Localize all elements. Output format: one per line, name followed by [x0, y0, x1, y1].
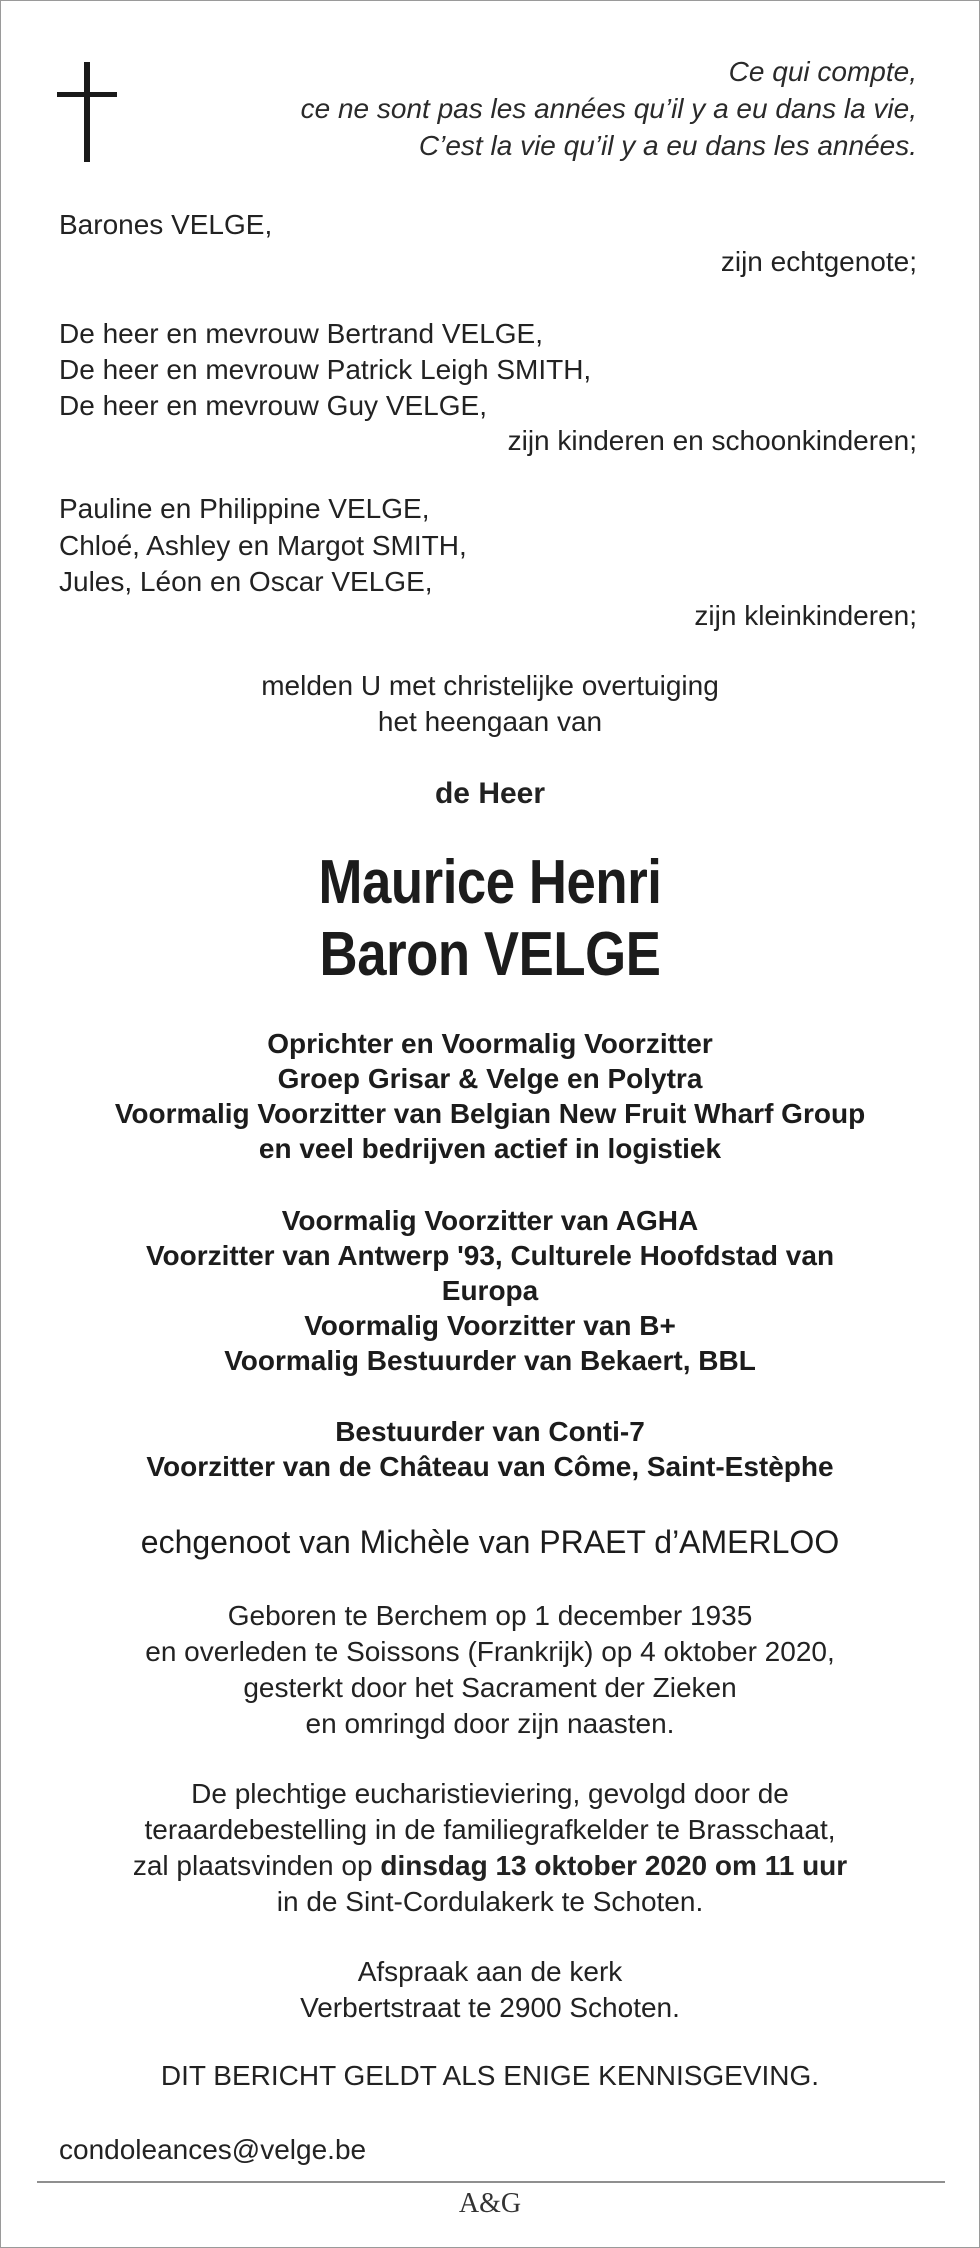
- grandchild-name: Pauline en Philippine VELGE,: [59, 493, 430, 524]
- function-line: Voormalig Voorzitter van Belgian New Fruit Wharf Group: [114, 1098, 866, 1129]
- deceased-name: [1, 847, 979, 991]
- birth-death-line: Geboren te Berchem op 1 december 1935: [227, 1600, 753, 1631]
- function-line: Voormalig Voorzitter van AGHA: [281, 1205, 699, 1236]
- opening-quote: [301, 53, 917, 164]
- birth-death-line: en overleden te Soissons (Frankrijk) op 4 oktober 2020,: [145, 1636, 835, 1667]
- ceremony-prefix: zal plaatsvinden op: [132, 1850, 381, 1881]
- announcement-line: het heengaan van: [377, 706, 603, 737]
- footer-divider: [37, 2181, 945, 2183]
- ceremony-line: [1, 1848, 979, 1884]
- ceremony-date: dinsdag 13 oktober 2020 om 11 uur: [380, 1850, 848, 1881]
- function-line: Oprichter en Voormalig Voorzitter: [267, 1028, 713, 1059]
- deceased-name-line: Maurice Henri: [318, 848, 662, 917]
- deceased-name-line: Baron VELGE: [319, 920, 661, 989]
- spouse-role: zijn echtgenote;: [720, 246, 917, 277]
- function-line: Europa: [441, 1275, 539, 1306]
- child-name: De heer en mevrouw Guy VELGE,: [59, 390, 487, 421]
- child-name: De heer en mevrouw Bertrand VELGE,: [59, 318, 544, 349]
- meeting: [1, 1954, 979, 2026]
- birth-death-line: gesterkt door het Sacrament der Zieken: [243, 1672, 737, 1703]
- meeting-line: Verbertstraat te 2900 Schoten.: [300, 1992, 680, 2023]
- ceremony-line: De plechtige eucharistieviering, gevolgd door de: [191, 1778, 789, 1809]
- notice: DIT BERICHT GELDT ALS ENIGE KENNISGEVING.: [160, 2060, 820, 2091]
- birth-death-line: en omringd door zijn naasten.: [305, 1708, 675, 1739]
- function-line: en veel bedrijven actief in logistiek: [258, 1133, 722, 1164]
- function-line: Voorzitter van Antwerp '93, Culturele Hoofdstad van: [145, 1240, 835, 1271]
- salutation: de Heer: [434, 777, 546, 810]
- announcement: [1, 668, 979, 740]
- functions-block-3: [1, 1414, 979, 1484]
- spouse-name: Barones VELGE,: [59, 209, 273, 240]
- grandchildren-role: zijn kleinkinderen;: [694, 600, 917, 631]
- ceremony-line: in de Sint-Cordulakerk te Schoten.: [276, 1886, 704, 1917]
- children-role: zijn kinderen en schoonkinderen;: [507, 425, 917, 456]
- ceremony: [1, 1776, 979, 1920]
- ceremony-line: teraardebestelling in de familiegrafkelder te Brasschaat,: [144, 1814, 836, 1845]
- function-line: Voormalig Bestuurder van Bekaert, BBL: [224, 1345, 756, 1376]
- function-line: Voormalig Voorzitter van B+: [304, 1310, 676, 1341]
- footer-logo: A&G: [458, 2188, 522, 2219]
- functions-block-1: [1, 1026, 979, 1166]
- child-name: De heer en mevrouw Patrick Leigh SMITH,: [59, 354, 592, 385]
- email-link[interactable]: condoleances@velge.be: [59, 2134, 367, 2165]
- functions-block-2: [1, 1203, 979, 1378]
- birth-death: [1, 1598, 979, 1742]
- spouse-line: echgenoot van Michèle van PRAET d’AMERLOO: [140, 1524, 840, 1560]
- grandchild-name: Chloé, Ashley en Margot SMITH,: [59, 530, 467, 561]
- quote-line: Ce qui compte,: [728, 56, 917, 87]
- quote-line: C’est la vie qu’il y a eu dans les années.: [418, 130, 917, 161]
- announcement-line: melden U met christelijke overtuiging: [261, 670, 719, 701]
- function-line: Groep Grisar & Velge en Polytra: [277, 1063, 703, 1094]
- function-line: Voorzitter van de Château van Côme, Saint-Estèphe: [146, 1451, 834, 1482]
- meeting-line: Afspraak aan de kerk: [357, 1956, 623, 1987]
- quote-line: ce ne sont pas les années qu’il y a eu dans la vie,: [300, 93, 917, 124]
- cross-icon: [57, 62, 117, 162]
- function-line: Bestuurder van Conti-7: [335, 1416, 645, 1447]
- grandchild-name: Jules, Léon en Oscar VELGE,: [59, 566, 433, 597]
